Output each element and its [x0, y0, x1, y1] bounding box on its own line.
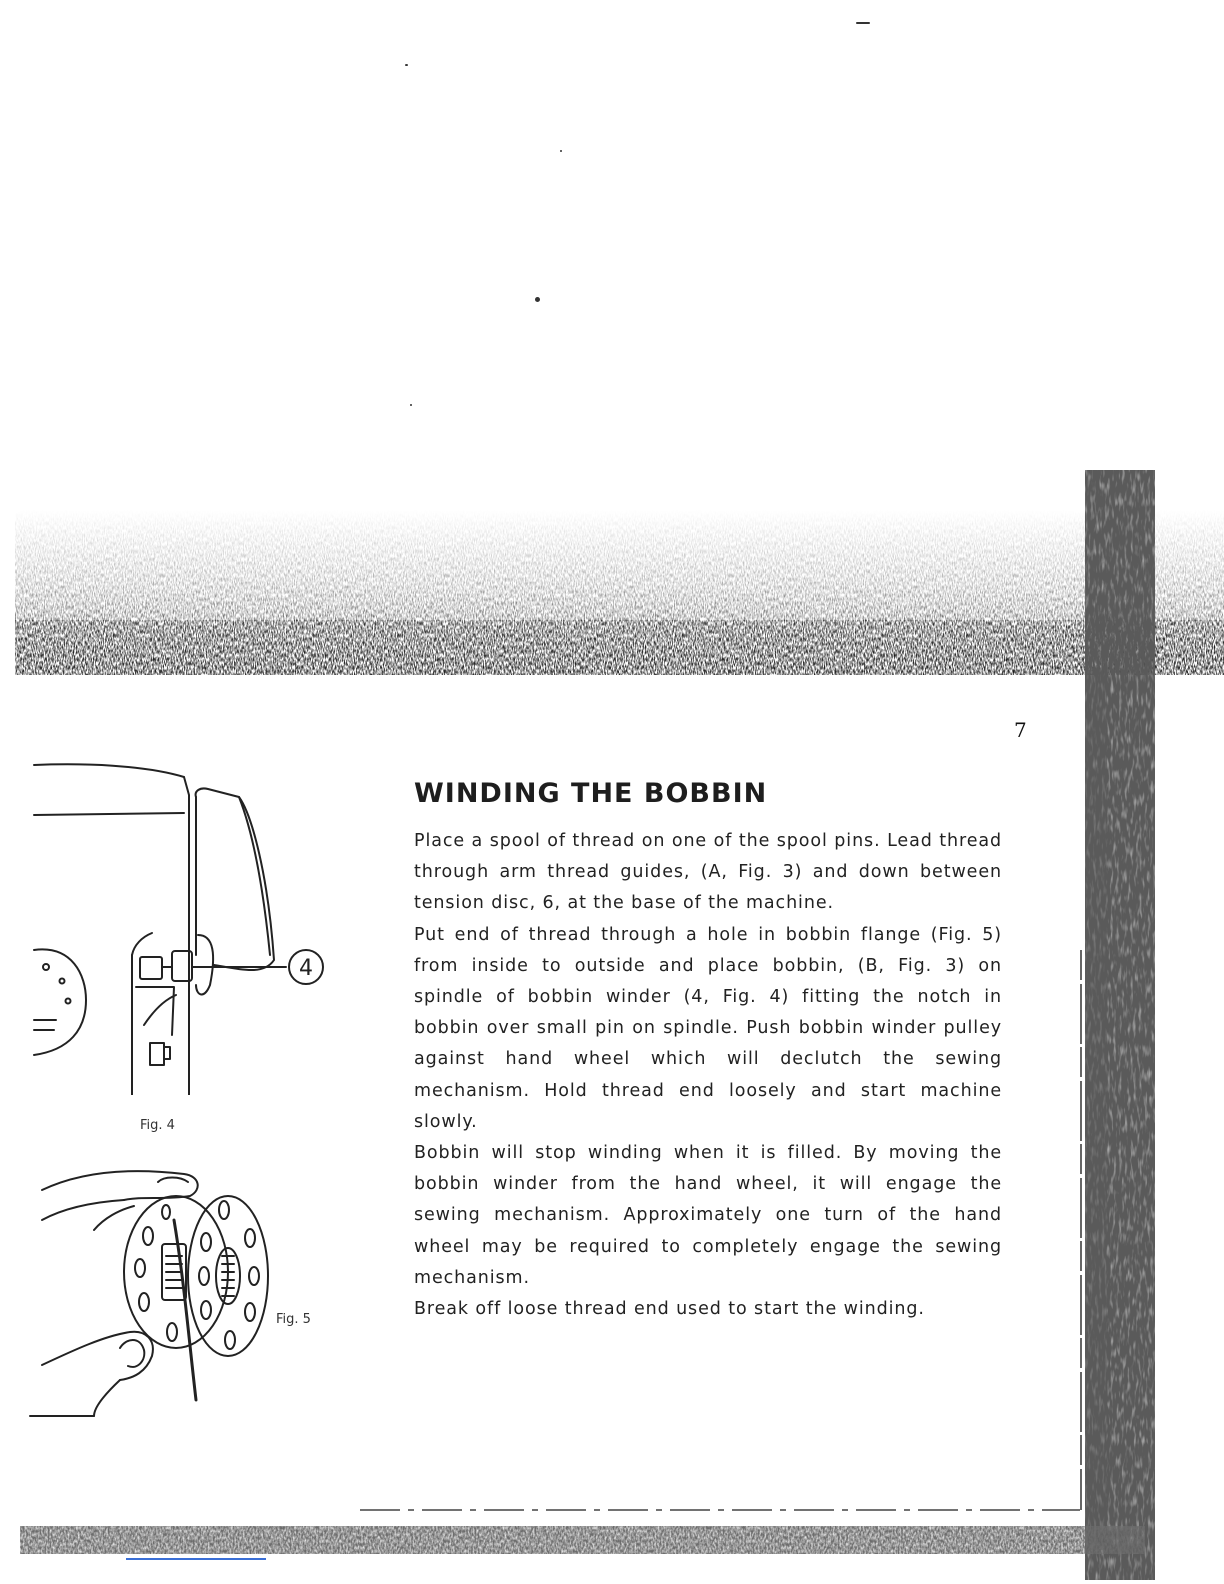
figure-4-bobbin-winder: [24, 755, 384, 1095]
paragraph-stop-winding: Bobbin will stop winding when it is filled. By moving the bobbin winder from the hand wheel, it will engage the sewing mechanism. Approximately one turn of the hand wheel may be required to completely engage the sewing mechanism.: [414, 1143, 1002, 1288]
paragraph-bobbin-placement: Put end of thread through a hole in bobbin flange (Fig. 5) from inside to outside and place bobbin, (B, Fig. 3) on spindle of bobbin winder (4, Fig. 4) fitting the notch in bobbin over small pin on spindle. Push bobbin winder pulley against hand wheel which will declutch the sewing mechanism. Hold thread end loosely and start machine slowly.: [414, 924, 1002, 1132]
page-number: 7: [1014, 718, 1027, 742]
instructions-body: [414, 826, 1002, 1325]
figure-4-callout: 4: [299, 956, 313, 981]
scan-noise-band: [0, 470, 1224, 675]
scan-speck: [535, 297, 540, 302]
figure-4-label: Fig. 4: [140, 1118, 175, 1133]
scan-bottom-edge: [0, 1500, 1224, 1584]
scan-speck: [856, 22, 870, 24]
figure-5-label: Fig. 5: [276, 1312, 311, 1327]
section-title: WINDING THE BOBBIN: [414, 778, 768, 809]
paragraph-break-thread: Break off loose thread end used to start the winding.: [414, 1299, 925, 1320]
scan-speck: [560, 150, 562, 152]
scan-speck: [410, 404, 412, 406]
scan-right-edge: [1085, 470, 1155, 1580]
page-frame-line: [1076, 950, 1086, 1510]
scan-blue-mark: [126, 1558, 266, 1560]
figure-5-bobbin-in-hand: [24, 1160, 334, 1425]
scan-speck: [405, 64, 408, 66]
paragraph-spool: Place a spool of thread on one of the spool pins. Lead thread through arm thread guides, (A, Fig. 3) and down between tension disc, 6, at the base of the machine.: [414, 831, 1002, 914]
